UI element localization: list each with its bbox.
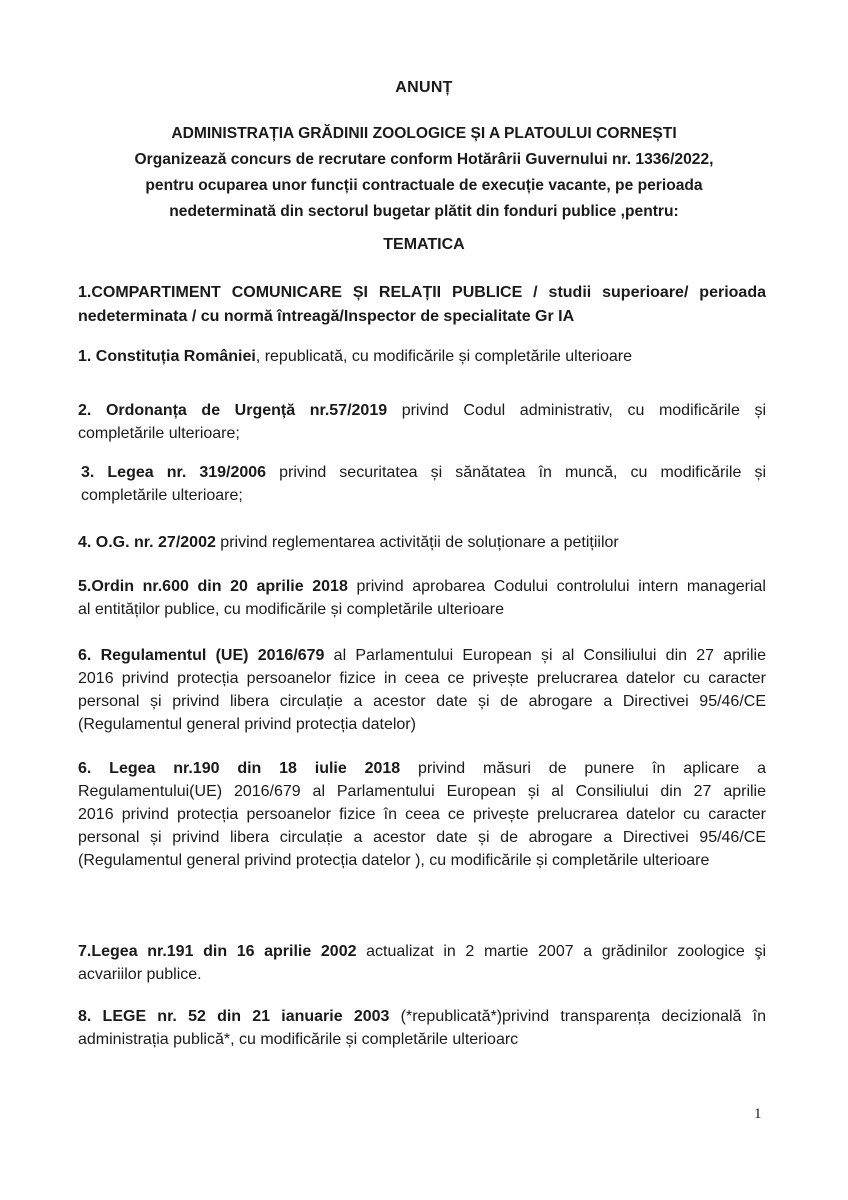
item-text: privind aprobarea Codului controlului intern managerial xyxy=(347,578,766,595)
page-number: 1 xyxy=(754,1106,762,1122)
item-text-line-2: Regulamentului(UE) 2016/679 al Parlamentului European și al Consiliului din 27 aprilie xyxy=(78,783,766,800)
item-title: 7.Legea nr.191 din 16 aprilie 2002 xyxy=(78,943,357,960)
item-title: Ordonanța de Urgență nr.57/2019 xyxy=(105,402,388,419)
compartiment-heading xyxy=(78,281,766,329)
list-item-5 xyxy=(78,575,766,621)
list-item-1 xyxy=(78,345,766,368)
item-title: LEGE nr. 52 din 21 ianuarie 2003 xyxy=(102,1008,390,1025)
header-line-2: Organizează concurs de recrutare conform Hotărârii Guvernului nr. 1336/2022, xyxy=(134,151,714,168)
item-text-line-2: completările ulterioare; xyxy=(78,425,240,442)
item-text-line-5: (Regulamentul general privind protecția datelor ), cu modificările și completările ulterioare xyxy=(78,852,710,869)
list-item-4 xyxy=(78,531,766,554)
section-title: TEMATICA xyxy=(383,236,465,253)
item-text-line-2: administrația publică*, cu modificările și completările ulterioarc xyxy=(78,1031,519,1048)
item-text-line-4: personal și privind libera circulație a acestor date și de abrogare a Directivei 95/46/CE xyxy=(78,829,766,846)
document-title: ANUNȚ xyxy=(395,79,453,96)
item-number: 3. xyxy=(81,464,108,481)
item-text-line-2: 2016 privind protecția persoanelor fizice in ceea ce privește prelucrarea datelor cu caracter xyxy=(78,670,766,687)
item-number: 6. xyxy=(78,647,101,664)
item-text: privind securitatea și sănătatea în muncă, cu modificările și xyxy=(266,464,766,481)
item-text-line-2: acvariilor publice. xyxy=(78,966,202,983)
item-text: , republicată, cu modificările și completările ulterioare xyxy=(255,348,632,365)
list-item-3 xyxy=(81,461,766,507)
item-text: al Parlamentului European și al Consiliului din 27 aprilie xyxy=(324,647,766,664)
item-text: privind Codul administrativ, cu modificările și xyxy=(387,402,766,419)
item-title: 5.Ordin nr.600 din 20 aprilie 2018 xyxy=(78,578,348,595)
organization-name: ADMINISTRAȚIA GRĂDINII ZOOLOGICE ȘI A PLATOULUI CORNEȘTI xyxy=(171,125,677,142)
item-title: 6. Legea nr.190 din 18 iulie 2018 xyxy=(78,760,401,777)
list-item-7 xyxy=(78,940,766,986)
header-line-3: pentru ocuparea unor funcții contractuale de execuție vacante, pe perioada xyxy=(145,177,703,194)
list-item-6-law xyxy=(78,757,766,872)
list-item-8 xyxy=(78,1005,766,1051)
item-text: privind măsuri de punere în aplicare a xyxy=(400,760,766,777)
header-line-4: nedeterminată din sectorul bugetar plătit din fonduri publice ,pentru: xyxy=(169,203,679,220)
compartiment-line-2: nedeterminata / cu normă întreagă/Inspector de specialitate Gr IA xyxy=(78,308,575,325)
item-text-line-4: (Regulamentul general privind protecția datelor) xyxy=(78,716,416,733)
item-text-line-3: 2016 privind protecția persoanelor fizice în ceea ce privește prelucrarea datelor cu caracter xyxy=(78,806,766,823)
announcement-header xyxy=(0,121,848,225)
list-item-6-regulation xyxy=(78,644,766,736)
list-item-2 xyxy=(78,399,766,445)
item-title: 4. O.G. nr. 27/2002 xyxy=(78,534,216,551)
item-text: privind reglementarea activității de soluționare a petițiilor xyxy=(215,534,619,551)
item-text: actualizat in 2 martie 2007 a grădinilor zoologice şi xyxy=(356,943,766,960)
item-number: 2. xyxy=(78,402,106,419)
item-title: Legea nr. 319/2006 xyxy=(107,464,267,481)
item-text: (*republicată*)privind transparența decizională în xyxy=(389,1008,766,1025)
item-title: Constituția României xyxy=(95,348,256,365)
item-text-line-2: al entităților publice, cu modificările și completările ulterioare xyxy=(78,601,504,618)
item-number: 8. xyxy=(78,1008,103,1025)
item-number: 1. xyxy=(78,348,96,365)
item-title: Regulamentul (UE) 2016/679 xyxy=(100,647,325,664)
item-text-line-2: completările ulterioare; xyxy=(81,487,243,504)
item-text-line-3: personal și privind libera circulație a acestor date și de abrogare a Directivei 95/46/CE xyxy=(78,693,766,710)
compartiment-line-1: 1.COMPARTIMENT COMUNICARE ȘI RELAȚII PUBLICE / studii superioare/ perioada xyxy=(78,284,766,301)
